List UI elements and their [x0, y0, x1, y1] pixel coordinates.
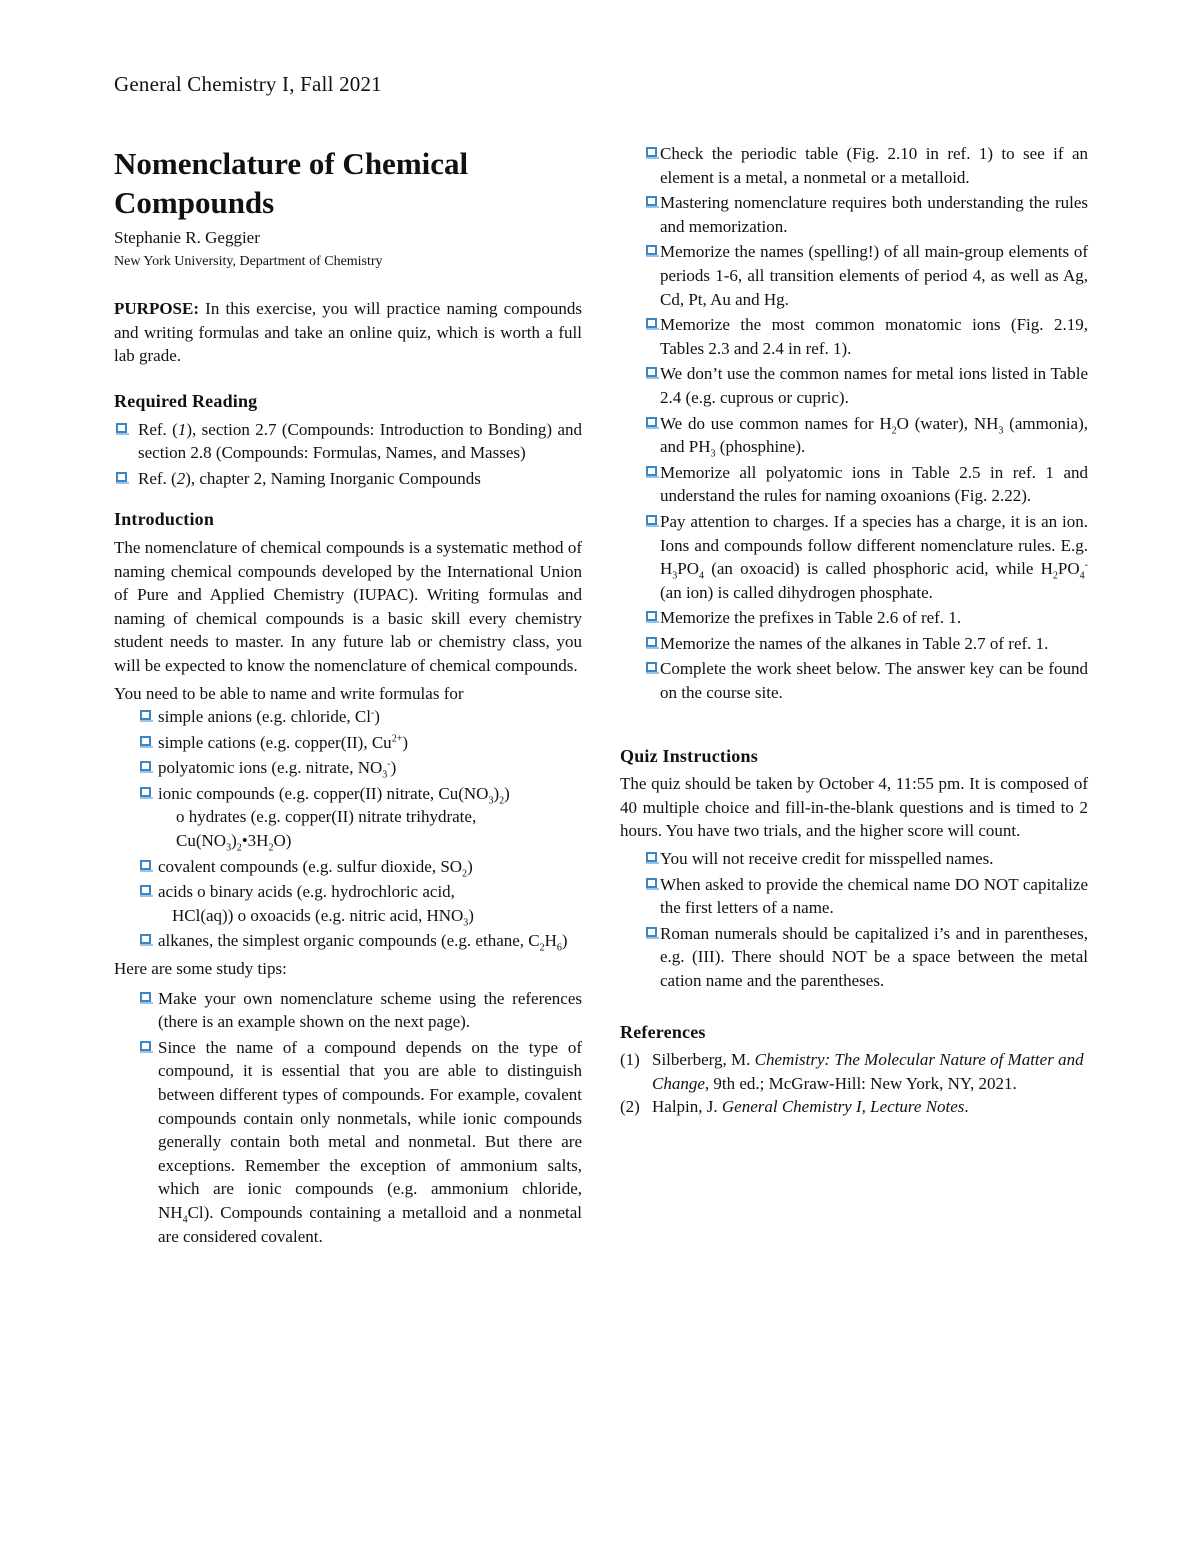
list-item	[620, 873, 1088, 920]
item-text: HCl(aq)) o oxoacids (e.g. nitric acid, HNO	[172, 905, 464, 925]
formula: •3H	[241, 831, 269, 851]
subscript: 4	[1079, 570, 1085, 582]
introduction-paragraph: The nomenclature of chemical compounds is a systematic method of naming chemical compounds developed by the International Union of Pure and Applied Chemistry (IUPAC). Writing formulas and naming of chemical compounds is a basic skill every chemistry student needs to master. In any future lab or chemistry class, you will be expected to know the nomenclature of chemical compounds.	[114, 537, 582, 675]
list-item	[620, 847, 1088, 871]
list-item	[620, 191, 1088, 238]
item-text: O (water), NH	[896, 413, 999, 433]
title-line-2: Compounds	[114, 185, 275, 220]
item-text: Memorize the most common monatomic ions (Fig. 2.19, Tables 2.3 and 2.4 in ref. 1).	[660, 315, 1088, 358]
item-text: PO	[677, 559, 700, 579]
checkbox-icon	[646, 245, 657, 255]
sub-item-hydrates: o hydrates (e.g. copper(II) nitrate trihydrate,	[176, 807, 477, 827]
reference-item	[620, 1048, 1088, 1095]
purpose-paragraph	[114, 297, 582, 368]
list-item	[114, 1036, 582, 1248]
reference-title: Chemistry: The Molecular Nature of Matter and Change	[652, 1050, 1084, 1093]
ref-text: ), chapter 2, Naming Inorganic Compounds	[185, 468, 481, 488]
list-item	[114, 880, 582, 927]
item-text: Make your own nomenclature scheme using the references (there is an example shown on the next page).	[158, 988, 582, 1032]
checkbox-icon	[140, 736, 151, 746]
list-item	[114, 418, 582, 465]
checkbox-icon	[646, 196, 657, 206]
ref-number: 1	[177, 419, 187, 439]
reference-title: General Chemistry I, Lecture Notes	[721, 1097, 965, 1117]
list-item	[620, 362, 1088, 409]
item-text: Since the name of a compound depends on the type of compound, it is essential that you are able to distinguish between different types of compounds. For example, covalent compounds contain only nonmetals, while ionic compounds generally contain both metal and nonmetal. But there are exceptions. Remember the exception of ammonium salts, which are ionic compounds (e.g. ammonium chloride, NH	[158, 1037, 582, 1222]
item-text: simple anions (e.g. chloride, Cl	[158, 707, 371, 727]
checkbox-icon	[140, 787, 151, 797]
subscript: 3	[226, 842, 232, 854]
list-item	[620, 240, 1088, 311]
checkbox-icon	[140, 934, 151, 944]
reference-details: .	[964, 1097, 969, 1117]
study-tips-list	[114, 987, 582, 1249]
need-intro: You need to be able to name and write formulas for	[114, 683, 464, 703]
item-text: Memorize the names of the alkanes in Table 2.7 of ref. 1.	[660, 633, 1049, 653]
subscript: 2	[236, 842, 242, 854]
list-item	[620, 412, 1088, 459]
item-text: Roman numerals should be capitalized i’s and in parentheses, e.g. (III). There should NOT be a space between the metal cation name and the parentheses.	[660, 923, 1088, 990]
subscript: 3	[382, 769, 388, 781]
paren: )	[493, 783, 500, 803]
checkbox-icon	[646, 611, 657, 621]
charge: 2+	[391, 733, 403, 745]
list-item	[114, 855, 582, 879]
paren: )	[504, 783, 510, 803]
item-text: acids o binary acids (e.g. hydrochloric acid,	[158, 882, 455, 902]
reference-item	[620, 1095, 1088, 1119]
running-header: General Chemistry I, Fall 2021	[114, 72, 382, 96]
item-text: Memorize all polyatomic ions in Table 2.5 in ref. 1 and understand the rules for naming oxoanions (Fig. 2.22).	[660, 462, 1088, 506]
tips-intro: Here are some study tips:	[114, 959, 287, 979]
reference-author: Halpin, J.	[652, 1097, 722, 1117]
paren: )	[374, 707, 380, 727]
checkbox-icon	[646, 318, 657, 328]
subscript: 3	[488, 795, 494, 807]
quiz-heading: Quiz Instructions	[620, 745, 758, 766]
list-item	[114, 467, 582, 491]
right-column	[620, 142, 1088, 1119]
quiz-paragraph: The quiz should be taken by October 4, 11:55 pm. It is composed of 40 multiple choice and fill-in-the-blank questions and is timed to 2 hours. You have two trials, and the higher score will count.	[620, 774, 1088, 841]
checkbox-icon	[140, 885, 151, 895]
checkbox-icon	[140, 860, 151, 870]
item-text: We do use common names for H	[660, 413, 892, 433]
checkbox-icon	[140, 992, 151, 1002]
ref-number: 2	[176, 468, 186, 488]
item-text: alkanes, the simplest organic compounds (e.g. ethane, C	[158, 931, 540, 951]
list-item	[114, 731, 582, 755]
paren: )	[468, 905, 474, 925]
required-reading-heading: Required Reading	[114, 390, 258, 411]
list-item	[620, 632, 1088, 656]
subscript: 4	[182, 1214, 188, 1226]
checkbox-icon	[646, 466, 657, 476]
purpose-label: PURPOSE:	[114, 299, 199, 319]
sub-item-hydrates-formula	[158, 829, 582, 853]
list-item	[620, 461, 1088, 508]
introduction-heading: Introduction	[114, 509, 215, 530]
list-item: alkanes, the simplest organic compounds (e.g. ethane, $C_2H_6$)	[114, 929, 582, 953]
ref-prefix: Ref. (	[138, 419, 178, 439]
references-heading: References	[620, 1021, 706, 1042]
paren: )	[561, 931, 568, 951]
checkbox-icon	[140, 710, 151, 720]
checkbox-icon	[646, 637, 657, 647]
reference-details: , 9th ed.; McGraw-Hill: New York, NY, 2021.	[704, 1073, 1017, 1093]
list-item	[620, 606, 1088, 630]
item-text: (an oxoacid) is called phosphoric acid, while H	[704, 559, 1053, 579]
quiz-list	[620, 847, 1088, 993]
left-column	[114, 140, 582, 1250]
checkbox-icon	[646, 515, 657, 525]
subscript: 2	[499, 795, 505, 807]
item-text: PO	[1057, 559, 1080, 579]
charge: -	[1084, 559, 1088, 571]
item-text: (an ion) is called dihydrogen phosphate.	[660, 582, 933, 602]
item-text: ionic compounds (e.g. copper(II) nitrate, Cu(NO	[158, 783, 489, 803]
list-item	[114, 705, 582, 729]
ref-text: ), section 2.7 (Compounds: Introduction to Bonding) and section 2.8 (Compounds: Formulas, Names, and Masses)	[138, 419, 582, 463]
paren: )	[467, 856, 473, 876]
item-text: polyatomic ions (e.g. nitrate, NO	[158, 758, 383, 778]
subscript: 2	[891, 424, 897, 436]
ref-prefix: Ref. (	[138, 468, 177, 488]
formula: O)	[273, 831, 292, 851]
item-text: (ammonia), and PH	[660, 413, 1089, 457]
subscript: 3	[672, 570, 678, 582]
reference-number: (2)	[620, 1097, 640, 1117]
list-item	[620, 922, 1088, 993]
list-item	[620, 510, 1088, 604]
item-text: Memorize the prefixes in Table 2.6 of ref. 1.	[660, 608, 962, 628]
subscript: 4	[699, 570, 705, 582]
checkbox-icon	[116, 423, 127, 433]
checkbox-icon	[116, 472, 127, 482]
item-text: Cl). Compounds containing a metalloid and a nonmetal are considered covalent.	[158, 1202, 582, 1246]
item-text: Pay attention to charges. If a species has a charge, it is an ion. Ions and compounds follow different nomenclature rules. E.g. H	[660, 511, 1088, 579]
author-name: Stephanie R. Geggier	[114, 228, 260, 247]
paren: )	[390, 758, 397, 778]
checkbox-icon	[646, 417, 657, 427]
item-text: Check the periodic table (Fig. 2.10 in ref. 1) to see if an element is a metal, a nonmetal or a metalloid.	[660, 144, 1088, 187]
subscript: 3	[998, 424, 1004, 436]
reference-author: Silberberg, M.	[652, 1050, 755, 1070]
item-text: simple cations (e.g. copper(II), Cu	[158, 732, 392, 752]
checkbox-icon	[646, 367, 657, 377]
formula-types-list	[114, 705, 582, 953]
purpose-text: In this exercise, you will practice naming compounds and writing formulas and take an online quiz, which is worth a full lab grade.	[114, 299, 582, 366]
checkbox-icon	[646, 878, 657, 888]
checkbox-icon	[646, 927, 657, 937]
subscript: 2	[268, 842, 274, 854]
item-text: Mastering nomenclature requires both understanding the rules and memorization.	[660, 193, 1088, 236]
reference-number: (1)	[620, 1050, 640, 1070]
references-list	[620, 1048, 1088, 1119]
checkbox-icon	[646, 147, 657, 157]
item-text: We don’t use the common names for metal ions listed in Table 2.4 (e.g. cuprous or cupric).	[660, 364, 1088, 407]
list-item	[620, 313, 1088, 360]
checkbox-icon	[140, 1041, 151, 1051]
list-item	[114, 756, 582, 780]
subscript: 2	[462, 868, 468, 880]
list-item	[620, 142, 1088, 189]
subscript: 2	[1052, 570, 1058, 582]
paren: )	[402, 732, 408, 752]
checkbox-icon	[646, 852, 657, 862]
item-text: (phosphine).	[715, 437, 806, 457]
document-title	[114, 144, 582, 222]
item-text: When asked to provide the chemical name DO NOT capitalize the first letters of a name.	[660, 874, 1088, 918]
right-tips-list	[620, 142, 1088, 705]
subscript: 6	[556, 942, 562, 954]
subscript: 3	[710, 448, 716, 460]
subscript: 2	[539, 942, 545, 954]
charge: -	[387, 758, 391, 770]
list-item	[114, 987, 582, 1034]
item-text: Memorize the names (spelling!) of all main-group elements of periods 1-6, all transition elements of period 4, as well as Ag, Cd, Pt, Au and Hg.	[660, 242, 1088, 309]
item-text: Complete the work sheet below. The answer key can be found on the course site.	[660, 659, 1088, 703]
paren: )	[231, 831, 237, 851]
title-line-1: Nomenclature of Chemical	[114, 146, 469, 181]
charge: -	[370, 707, 375, 719]
formula: Cu(NO	[176, 831, 227, 851]
subscript: 3	[463, 917, 469, 929]
list-item	[620, 657, 1088, 704]
list-item	[114, 782, 582, 853]
author-affiliation: New York University, Department of Chemistry	[114, 253, 383, 269]
checkbox-icon	[140, 761, 151, 771]
item-text: You will not receive credit for misspelled names.	[660, 849, 994, 869]
required-reading-list	[114, 418, 582, 491]
item-text: covalent compounds (e.g. sulfur dioxide, SO	[158, 856, 463, 876]
checkbox-icon	[646, 662, 657, 672]
